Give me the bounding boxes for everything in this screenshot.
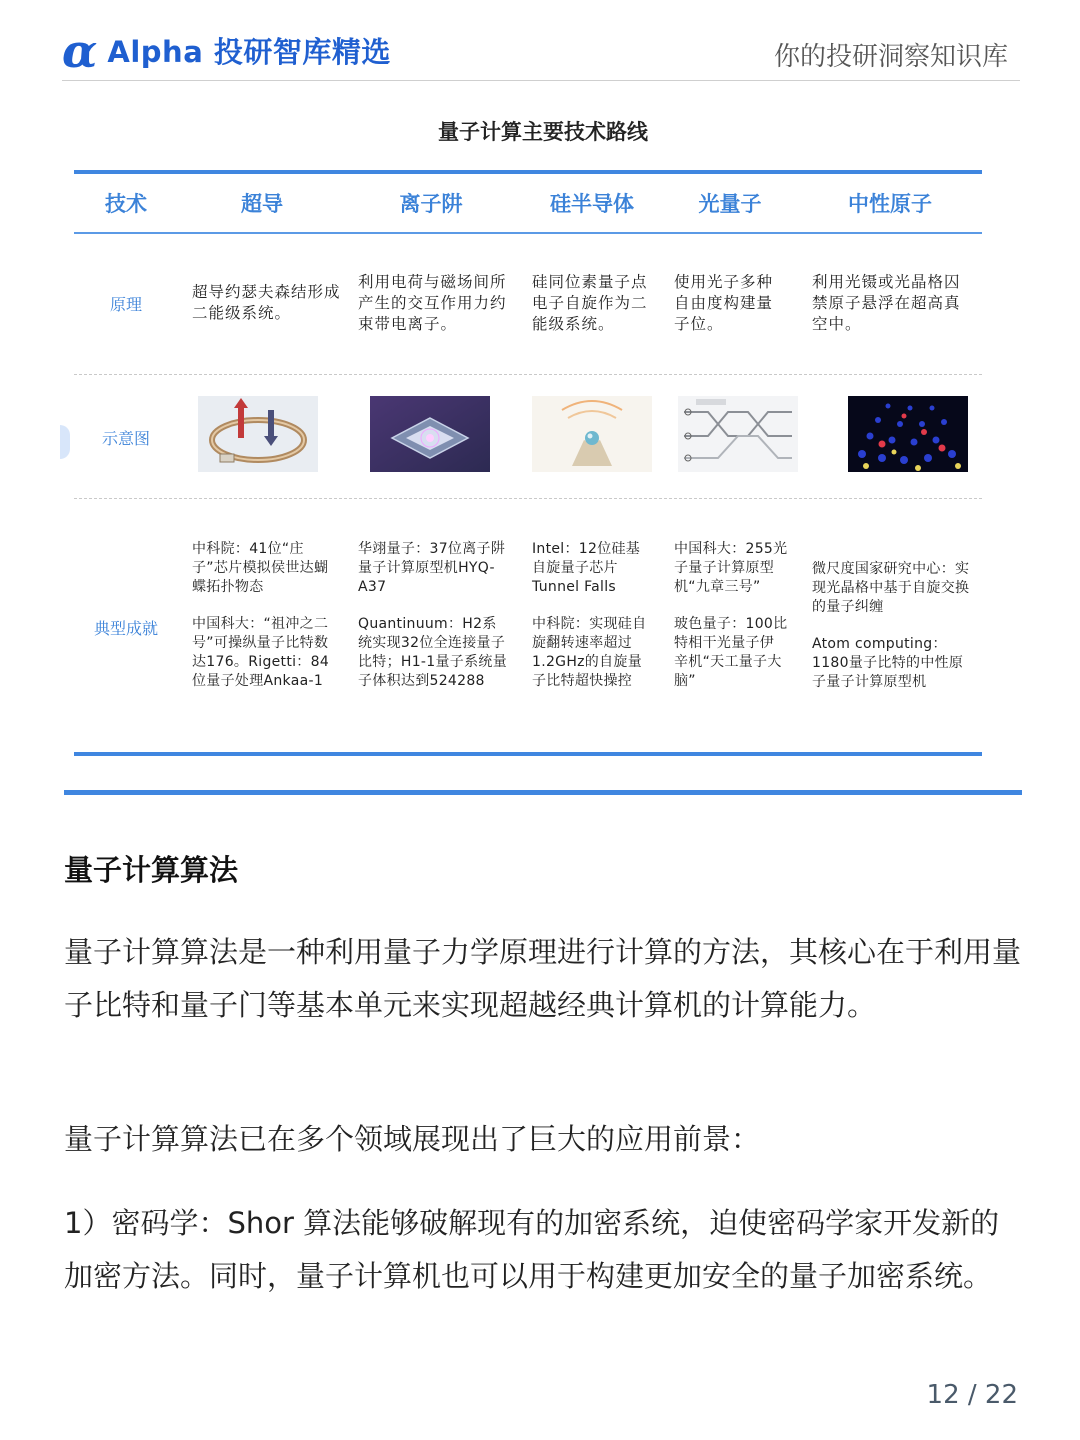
achievement-ion-trap bbox=[358, 540, 510, 709]
paragraph: 1）密码学：Shor 算法能够破解现有的加密系统，迫使密码学家开发新的加密方法。同时，量子计算机也可以用于构建更加安全的量子加密系统。 bbox=[64, 1206, 1000, 1293]
row-label-diagram: 示意图 bbox=[101, 429, 150, 448]
principle-superconducting: 超导约瑟夫森结形成二能级系统。 bbox=[192, 283, 341, 322]
atom-lattice-icon bbox=[848, 396, 968, 472]
header-rule bbox=[74, 232, 982, 234]
figure-bottom-border bbox=[64, 790, 1022, 795]
col-head-silicon: 硅半导体 bbox=[550, 192, 634, 216]
row-divider bbox=[74, 374, 982, 375]
achievement-text: 中国科大：255光子量子计算原型机“九章三号” bbox=[674, 541, 788, 595]
ion-trap-chip-icon bbox=[370, 396, 490, 472]
principle-neutral-atom: 利用光镊或光晶格囚禁原子悬浮在超高真空中。 bbox=[812, 273, 961, 333]
alpha-logo-icon: α bbox=[62, 23, 98, 78]
principle-ion-trap: 利用电荷与磁场间所产生的交互作用力约束带电离子。 bbox=[358, 273, 507, 333]
page-number: 12 / 22 bbox=[926, 1380, 1018, 1410]
row-divider bbox=[74, 498, 982, 499]
achievement-superconducting bbox=[192, 540, 334, 709]
paragraph: 量子计算算法是一种利用量子力学原理进行计算的方法，其核心在于利用量子比特和量子门等基本单元来实现超越经典计算机的计算能力。 bbox=[64, 935, 1022, 1022]
col-head-ion-trap: 离子阱 bbox=[399, 192, 463, 216]
brand bbox=[62, 23, 391, 78]
paragraph: 量子计算算法已在多个领域展现出了巨大的应用前景： bbox=[64, 1122, 761, 1156]
principle-photonic: 使用光子多种自由度构建量子位。 bbox=[674, 273, 774, 333]
photonic-circuit-icon bbox=[678, 396, 798, 472]
achievement-text: 微尺度国家研究中心：实现光晶格中基于自旋交换的量子纠缠 bbox=[812, 561, 970, 615]
achievement-text: Intel：12位硅基自旋量子芯片Tunnel Falls bbox=[532, 541, 641, 595]
achievement-silicon bbox=[532, 540, 652, 709]
row-label-achievements: 典型成就 bbox=[93, 619, 158, 638]
col-head-photonic: 光量子 bbox=[698, 192, 762, 216]
superconducting-ring-icon bbox=[198, 396, 318, 472]
achievement-text: Atom computing：1180量子比特的中性原子量子计算原型机 bbox=[812, 636, 964, 690]
table-bottom-rule bbox=[74, 752, 982, 756]
tech-routes-figure bbox=[64, 100, 1022, 800]
figure-title: 量子计算主要技术路线 bbox=[438, 120, 648, 144]
achievement-text: 中科院：实现硅自旋翻转速率超过1.2GHz的自旋量子比特超快操控 bbox=[532, 616, 647, 689]
achievement-text: 玻色量子：100比特相干光量子伊辛机“天工量子大脑” bbox=[674, 616, 788, 689]
row-label-principle: 原理 bbox=[109, 295, 142, 314]
achievement-text: 中国科大：“祖冲之二号”可操纵量子比特数达176。Rigetti：84位量子处理Ankaa-1 bbox=[192, 616, 330, 689]
achievement-text: Quantinuum：H2系统实现32位全连接量子比特；H1-1量子系统量子体积达到524288 bbox=[358, 616, 507, 689]
side-tab-marker bbox=[60, 425, 70, 459]
col-head-superconducting: 超导 bbox=[241, 192, 283, 216]
principle-silicon: 硅同位素量子点电子自旋作为二能级系统。 bbox=[532, 273, 648, 333]
tagline: 你的投研洞察知识库 bbox=[773, 42, 1008, 72]
silicon-dot-icon bbox=[532, 396, 652, 472]
page-header bbox=[62, 23, 1020, 81]
brand-name: Alpha 投研智库精选 bbox=[107, 35, 391, 69]
achievement-neutral-atom bbox=[812, 560, 970, 710]
achievement-text: 中科院：41位“庄子”芯片模拟侯世达蝴蝶拓扑物态 bbox=[192, 541, 329, 595]
section-title: 量子计算算法 bbox=[64, 853, 239, 887]
achievement-text: 华翊量子：37位离子阱量子计算原型机HYQ-A37 bbox=[358, 541, 506, 595]
achievement-photonic bbox=[674, 540, 788, 709]
table-top-rule bbox=[74, 170, 982, 174]
col-head-tech: 技术 bbox=[105, 192, 147, 216]
col-head-neutral-atom: 中性原子 bbox=[848, 192, 932, 216]
